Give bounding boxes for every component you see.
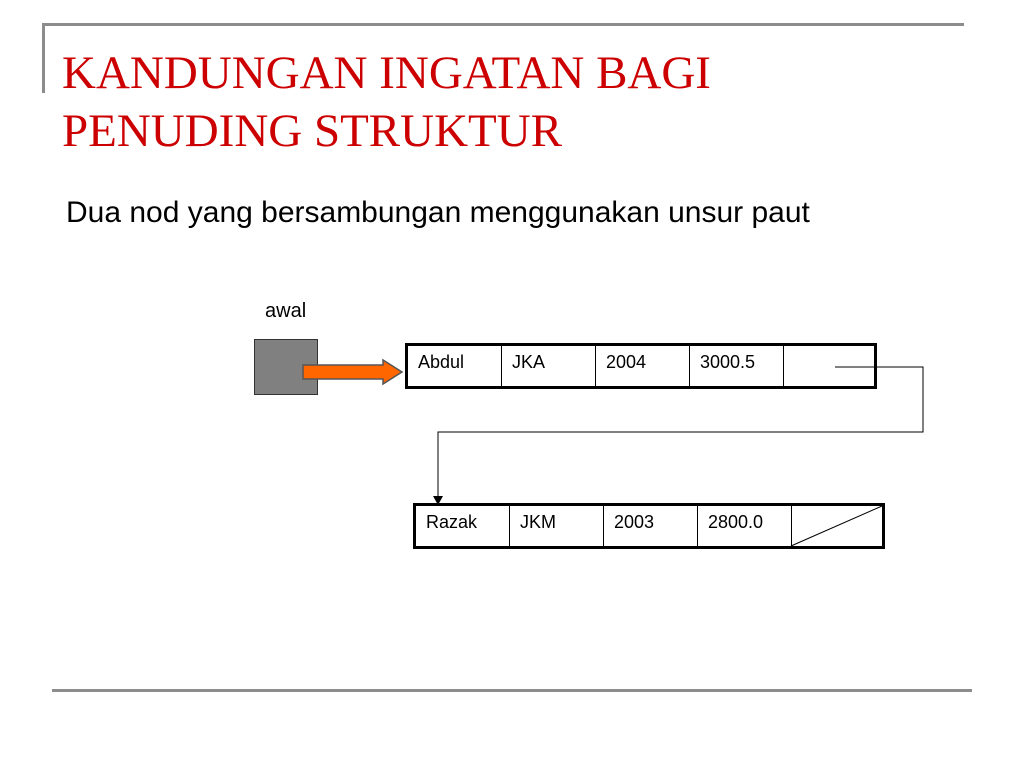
bullet-text: Dua nod yang bersambungan menggunakan unsur paut <box>66 196 810 229</box>
node1-field-code: JKA <box>502 346 596 386</box>
node2-field-year: 2003 <box>604 506 698 546</box>
left-frame-line <box>42 23 45 93</box>
node1-field-name: Abdul <box>408 346 502 386</box>
node2-link-field <box>792 506 882 546</box>
linked-list-node-1 <box>405 343 877 389</box>
node1-link-field <box>784 346 874 386</box>
slide-title <box>62 44 962 160</box>
pointer-label: awal <box>265 300 307 322</box>
node1-field-amount: 3000.5 <box>690 346 784 386</box>
node1-field-year: 2004 <box>596 346 690 386</box>
node2-field-code: JKM <box>510 506 604 546</box>
top-frame-line <box>42 23 964 26</box>
slide-title-line-2: PENUDING STRUKTUR <box>62 105 563 157</box>
pointer-variable-box <box>254 339 318 395</box>
node2-field-amount: 2800.0 <box>698 506 792 546</box>
bottom-frame-line <box>52 689 972 692</box>
slide-title-line-1: KANDUNGAN INGATAN BAGI <box>62 47 711 99</box>
linked-list-node-2 <box>413 503 885 549</box>
node2-field-name: Razak <box>416 506 510 546</box>
